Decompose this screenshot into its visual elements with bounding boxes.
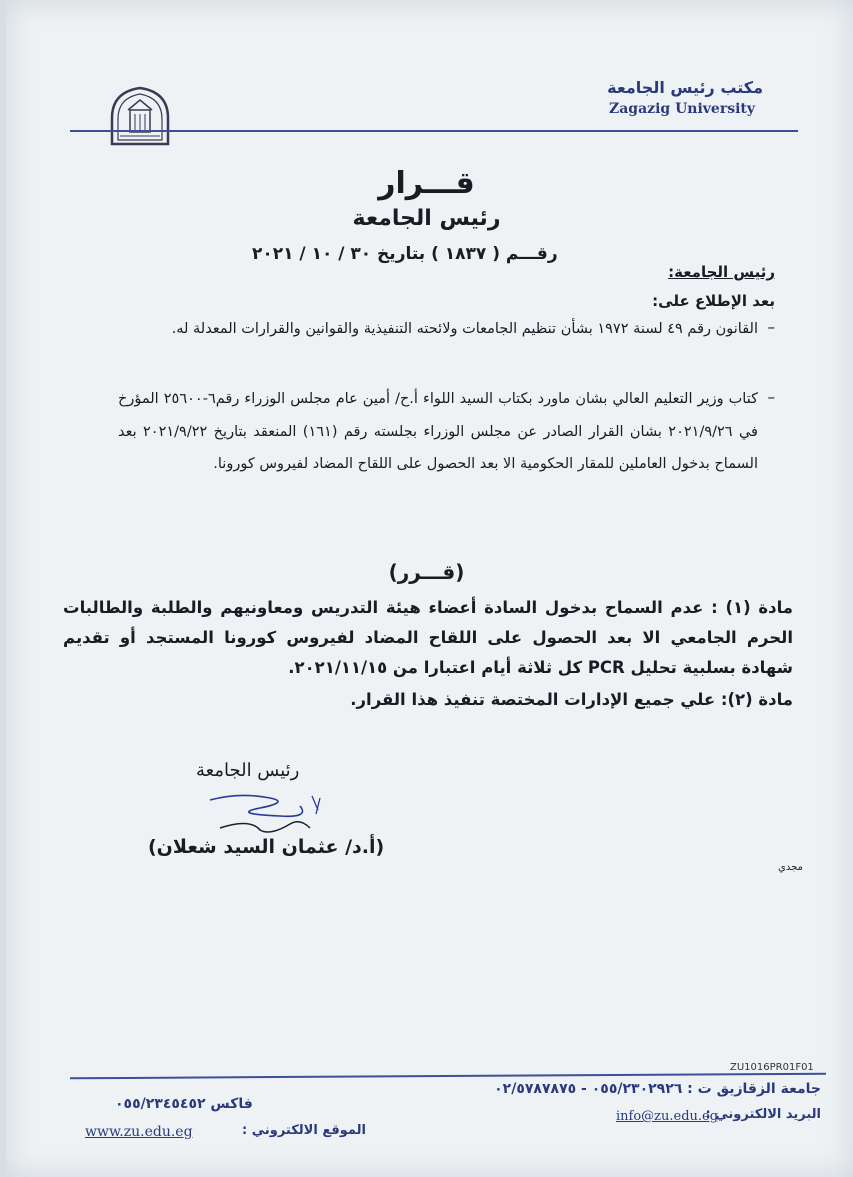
- footer-fax: فاكس ٠٥٥/٢٣٤٥٤٥٢: [115, 1096, 253, 1112]
- decision-subtitle: رئيس الجامعة: [352, 206, 501, 231]
- list-bullet: –: [767, 318, 775, 336]
- president-label: رئيس الجامعة:: [668, 263, 775, 281]
- article-2: مادة (٢): علي جميع الإدارات المختصة تنفيذ هذا القرار.: [350, 690, 793, 709]
- preamble-clause: القانون رقم ٤٩ لسنة ١٩٧٢ بشأن تنظيم الجامعات ولائحته التنفيذية والقوانين والقرارات المعدلة له.: [171, 321, 758, 337]
- office-name-arabic: مكتب رئيس الجامعة: [607, 78, 763, 97]
- decision-number-date: رقـــم ( ١٨٣٧ ) بتاريخ ٣٠ / ١٠ / ٢٠٢١: [252, 244, 558, 264]
- footer-website-label: الموقع الالكتروني :: [242, 1123, 366, 1138]
- footer-email-link[interactable]: info@zu.edu.eg: [616, 1109, 719, 1124]
- signatory-name: (أ.د/ عثمان السيد شعلان): [148, 836, 385, 858]
- typist-initials: مجدي: [778, 862, 803, 873]
- office-name-english: Zagazig University: [608, 101, 755, 117]
- after-review-label: بعد الإطلاع على:: [652, 292, 775, 310]
- list-bullet: –: [767, 388, 775, 406]
- article-1: مادة (١) : عدم السماح بدخول السادة أعضاء هيئة التدريس ومعاونيهم والطلبة والطالبات الحرم الجامعي الا بعد الحصول على اللقاح المضاد لفيروس كورونا المستجد أو تقديم شهادة بسلبية تحليل PCR كل ثلاثة أيام اعتبارا من ٢٠٢١/١١/١٥.: [63, 598, 794, 677]
- preamble-clause: كتاب وزير التعليم العالي بشان ماورد بكتاب السيد اللواء أ.ح/ أمين عام مجلس الوزراء رقم٦-٢٥٦٠٠ المؤرخ في ٢٠٢١/٩/٢٦ بشان القرار الصادر عن مجلس الوزراء بجلسته رقم (١٦١) المنعقد بتاريخ ٢٠٢١/٩/٢٢ بعد السماح بدخول العاملين للمقار الحكومية الا بعد الحصول على اللقاح المضاد لفيروس كورونا.: [118, 391, 758, 472]
- header-divider: [70, 130, 798, 132]
- signature-title: رئيس الجامعة: [196, 760, 300, 781]
- footer-website-link[interactable]: www.zu.edu.eg: [85, 1124, 193, 1140]
- footer-email-label: البريد الالكتروني :: [705, 1107, 821, 1122]
- university-logo-icon: [104, 84, 176, 148]
- footer-university-phone: جامعة الزقازيق ت : ٠٥٥/٢٣٠٢٩٢٦ - ٠٢/٥٧٨٧٨٧٥: [494, 1081, 821, 1097]
- handwritten-signature-icon: [200, 788, 340, 838]
- document-code: ZU1016PR01F01: [730, 1062, 814, 1073]
- decided-label: (قـــرر): [388, 560, 465, 584]
- decision-title: قـــرار: [378, 166, 475, 201]
